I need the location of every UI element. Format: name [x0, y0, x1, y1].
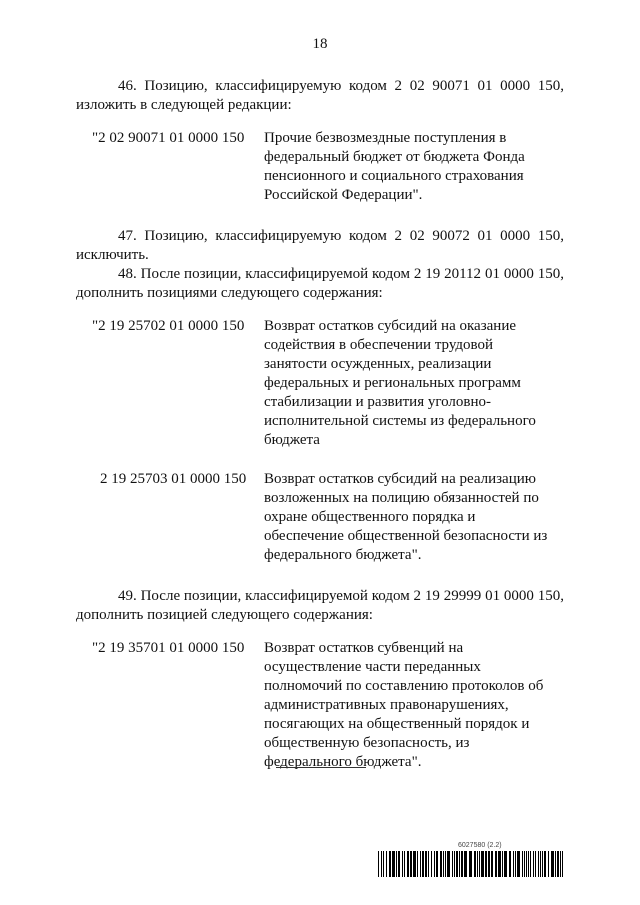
barcode-label: 6027580 (2.2) — [458, 842, 502, 849]
barcode-icon — [378, 851, 564, 877]
entry-description: Прочие безвозмездные поступления в федеральный бюджет от бюджета Фонда пенсионного и социального страхования Российской Федерации". — [264, 130, 525, 203]
document-body — [76, 77, 564, 772]
paragraph-48: 48. После позиции, классифицируемой кодом 2 19 20112 01 0000 150, дополнить позициями следующего содержания: — [76, 266, 564, 301]
entry-code: "2 19 25702 01 0000 150 — [92, 318, 245, 334]
entry-row — [76, 129, 564, 205]
entry-code: "2 19 35701 01 0000 150 — [92, 640, 245, 656]
separator-line — [276, 767, 366, 768]
paragraph-47: 47. Позицию, классифицируемую кодом 2 02 90072 01 0000 150, исключить. — [76, 228, 564, 263]
entry-row — [76, 317, 564, 450]
paragraph-46: 46. Позицию, классифицируемую кодом 2 02 90071 01 0000 150, изложить в следующей редакции: — [76, 78, 564, 113]
entry-description: Возврат остатков субсидий на оказание содействия в обеспечении трудовой занятости осужденных, реализации федеральных и региональных программ стабилизации и развития уголовно-исполнительной системы из федерального бюджета — [264, 318, 536, 448]
entry-row — [76, 639, 564, 772]
entry-description: Возврат остатков субвенций на осуществление части переданных полномочий по составлению протоколов об административных правонарушениях, посягающих на общественный порядок и общественную безопасность, из федерального бюджета". — [264, 640, 544, 770]
paragraph-49: 49. После позиции, классифицируемой кодом 2 19 29999 01 0000 150, дополнить позицией следующего содержания: — [76, 588, 564, 623]
entry-description: Возврат остатков субсидий на реализацию возложенных на полицию обязанностей по охране общественного порядка и обеспечение общественной безопасности из федерального бюджета". — [264, 471, 548, 563]
entry-code: "2 02 90071 01 0000 150 — [92, 130, 245, 146]
page-number: 18 — [312, 36, 328, 52]
entry-row — [76, 470, 564, 565]
entry-code: 2 19 25703 01 0000 150 — [100, 471, 247, 487]
